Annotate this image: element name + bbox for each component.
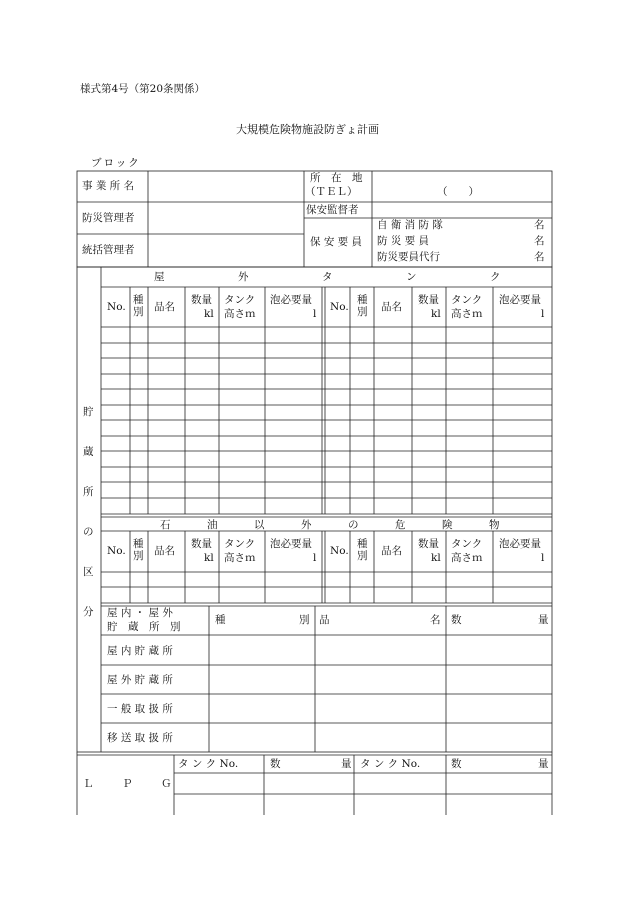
disaster-manager-label: 防災管理者 [82, 212, 135, 224]
col-tank-sub: 高さｍ [451, 552, 483, 564]
col-no: No. [107, 301, 126, 313]
col-foam: 泡必要量 [270, 538, 312, 550]
non-petroleum-heading-char: 物 [489, 519, 500, 531]
side-label-char: 分 [83, 606, 94, 618]
self-fire-brigade-label: 自 衛 消 防 隊 [377, 219, 443, 231]
tel-label: （ＴＥＬ） [305, 186, 358, 198]
col-foam-unit: l [313, 552, 317, 564]
col-foam: 泡必要量 [499, 538, 541, 550]
security-staff-label: 保 安 要 員 [310, 236, 363, 248]
col-kind: 種別 [357, 538, 368, 562]
general-manager-input[interactable] [151, 239, 301, 261]
location-input[interactable] [376, 174, 548, 186]
outdoor-tank-heading-char: ン [406, 271, 417, 283]
disaster-staff-label: 防 災 要 員 [377, 235, 430, 247]
storage-row-general: 一 般 取 扱 所 [107, 703, 173, 715]
office-name-input[interactable] [151, 176, 301, 198]
security-supervisor-input[interactable] [376, 204, 548, 216]
lpg-label-char: Ｇ [161, 778, 172, 790]
outdoor-tank-heading-char: ク [490, 271, 501, 283]
col-no: No. [330, 545, 349, 557]
col-qty: 数量 [418, 294, 439, 306]
col-item: 品名 [154, 301, 175, 313]
disaster-staff-deputy-label: 防災要員代行 [377, 251, 440, 263]
col-tank-sub: 高さｍ [224, 552, 256, 564]
non-petroleum-heading-char: 外 [301, 519, 312, 531]
tel-parentheses: （ ） [437, 186, 479, 198]
outdoor-tank-heading-char: タ [322, 271, 333, 283]
non-petroleum-heading-char: 油 [207, 519, 218, 531]
outdoor-tank-heading-char: 外 [238, 271, 249, 283]
col-tank-sub: 高さｍ [451, 308, 483, 320]
col-item: 品名 [381, 301, 402, 313]
col-kind: 種別 [133, 538, 144, 562]
col-qty-unit: kl [204, 308, 214, 320]
side-label-char: の [83, 526, 94, 538]
storage-kind-label: 種 [215, 614, 226, 626]
col-qty-unit: kl [431, 552, 441, 564]
non-petroleum-heading-char: の [348, 519, 359, 531]
col-qty-unit: kl [204, 552, 214, 564]
lpg-tank-no-right: タ ン ク No. [360, 758, 421, 770]
form-number: 様式第4号（第20条関係） [80, 83, 206, 95]
col-no: No. [107, 545, 126, 557]
col-kind: 種別 [357, 294, 368, 318]
col-foam-unit: l [541, 308, 545, 320]
non-petroleum-heading-char: 険 [442, 519, 453, 531]
lpg-qty-left: 数 [270, 758, 281, 770]
col-tank-sub: 高さｍ [224, 308, 256, 320]
col-qty: 数量 [191, 538, 212, 550]
col-kind: 種別 [133, 294, 144, 318]
count-unit-2: 名 [534, 235, 545, 247]
storage-item-label: 品 [319, 614, 330, 626]
storage-kind-label2: 別 [299, 614, 310, 626]
storage-row-outdoor: 屋 外 貯 蔵 所 [107, 674, 173, 686]
col-no: No. [330, 301, 349, 313]
lpg-qty2-right: 量 [538, 758, 549, 770]
storage-qty-label2: 量 [538, 614, 549, 626]
col-foam: 泡必要量 [270, 294, 312, 306]
non-petroleum-heading-char: 石 [160, 519, 171, 531]
col-foam: 泡必要量 [499, 294, 541, 306]
col-tank: タンク [224, 294, 256, 306]
col-foam-unit: l [541, 552, 545, 564]
col-qty: 数量 [418, 538, 439, 550]
page-title: 大規模危険物施設防ぎょ計画 [236, 123, 379, 136]
col-qty: 数量 [191, 294, 212, 306]
block-label: ブロック [91, 157, 141, 169]
location-label: 所 在 地 [310, 172, 363, 184]
lpg-qty-right: 数 [451, 758, 462, 770]
security-supervisor-label: 保安監督者 [306, 204, 359, 216]
side-label-char: 貯 [83, 406, 94, 418]
side-label-char: 所 [83, 486, 94, 498]
side-label-char: 区 [83, 566, 94, 578]
lpg-tank-no-left: タ ン ク No. [178, 758, 239, 770]
count-unit-1: 名 [534, 219, 545, 231]
disaster-manager-input[interactable] [151, 207, 301, 229]
col-qty-unit: kl [431, 308, 441, 320]
storage-qty-label: 数 [451, 614, 462, 626]
storage-row-indoor: 屋 内 貯 蔵 所 [107, 645, 173, 657]
col-item: 品名 [154, 545, 175, 557]
lpg-label-char: Ｐ [122, 778, 133, 790]
non-petroleum-heading-char: 危 [395, 519, 406, 531]
outdoor-tank-heading-char: 屋 [154, 271, 165, 283]
col-tank: タンク [224, 538, 256, 550]
side-label-char: 蔵 [83, 446, 94, 458]
non-petroleum-heading-char: 以 [254, 519, 265, 531]
col-tank: タンク [451, 538, 483, 550]
col-item: 品名 [381, 545, 402, 557]
storage-item-label2: 名 [430, 614, 441, 626]
lpg-qty2-left: 量 [341, 758, 352, 770]
storage-category-line1: 屋 内 ・ 屋 外 [107, 607, 173, 619]
count-unit-3: 名 [534, 251, 545, 263]
storage-row-transfer: 移 送 取 扱 所 [107, 732, 173, 744]
general-manager-label: 統括管理者 [82, 244, 135, 256]
lpg-label-char: Ｌ [83, 778, 94, 790]
storage-category-line2: 貯 蔵 所 別 [107, 621, 181, 633]
col-foam-unit: l [313, 308, 317, 320]
office-name-label: 事 業 所 名 [82, 180, 135, 192]
col-tank: タンク [451, 294, 483, 306]
